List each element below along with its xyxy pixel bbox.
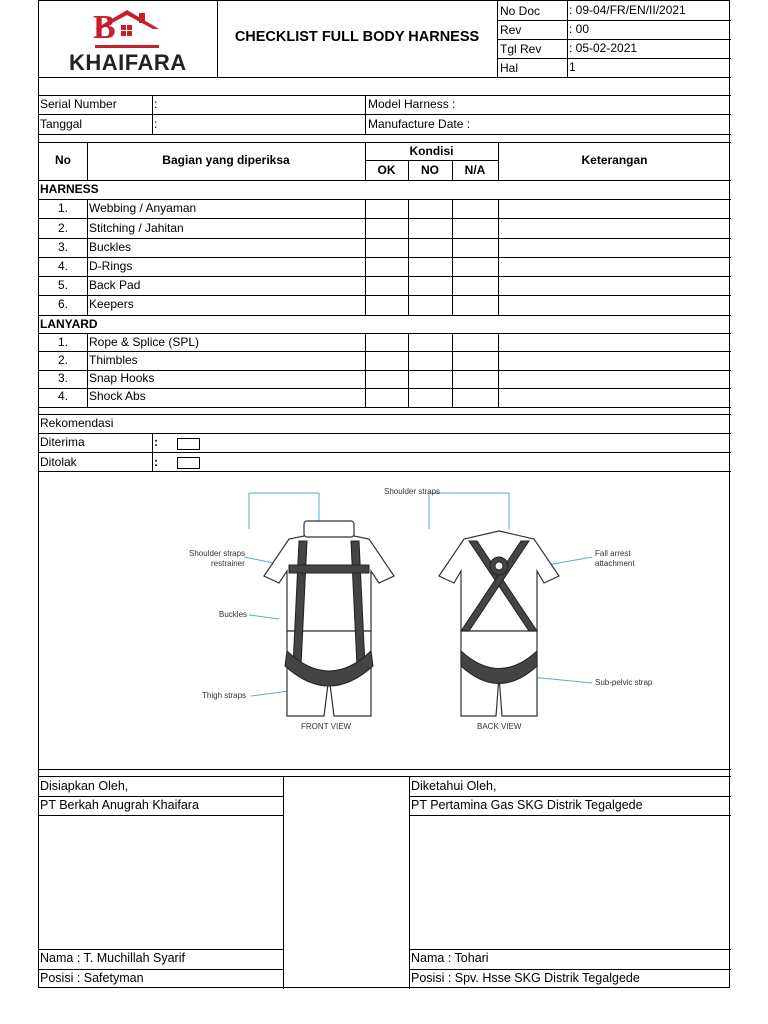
diterima-checkbox[interactable] bbox=[177, 438, 200, 450]
label-shoulder-restrainer-1: Shoulder straps bbox=[189, 549, 246, 558]
acknowledged-by-position: Posisi : Spv. Hsse SKG Distrik Tegalgede bbox=[411, 971, 640, 985]
item-number: 2. bbox=[57, 221, 68, 235]
item-name: Buckles bbox=[89, 240, 132, 254]
label-fall-arrest-1: Fall arrest bbox=[595, 549, 631, 558]
item-number: 3. bbox=[57, 240, 68, 254]
ditolak-colon: : bbox=[154, 455, 158, 469]
rev-label: Rev bbox=[500, 23, 522, 37]
logo-company-name: KHAIFARA bbox=[69, 50, 187, 75]
prepared-by-name: Nama : T. Muchillah Syarif bbox=[40, 951, 185, 965]
label-sub-pelvic: Sub-pelvic strap bbox=[595, 678, 653, 687]
diterima-colon: : bbox=[154, 435, 158, 449]
item-name: Thimbles bbox=[89, 353, 138, 367]
label-shoulder-restrainer-2: restrainer bbox=[211, 559, 245, 568]
col-keterangan: Keterangan bbox=[581, 153, 648, 167]
serial-number-label: Serial Number bbox=[40, 97, 117, 111]
item-name: D-Rings bbox=[89, 259, 133, 273]
item-name: Webbing / Anyaman bbox=[89, 201, 197, 215]
logo-mark: B bbox=[93, 9, 116, 46]
ditolak-label: Ditolak bbox=[40, 455, 77, 469]
no-doc-label: No Doc bbox=[500, 4, 541, 18]
item-number: 1. bbox=[57, 201, 68, 215]
col-ok: OK bbox=[377, 163, 396, 177]
acknowledged-by-title: Diketahui Oleh, bbox=[411, 779, 497, 793]
col-no: No bbox=[55, 153, 71, 167]
acknowledged-by-company: PT Pertamina Gas SKG Distrik Tegalgede bbox=[411, 798, 643, 812]
rev-value: : 00 bbox=[569, 22, 590, 36]
item-name: Keepers bbox=[89, 297, 134, 311]
manufacture-date-label: Manufacture Date : bbox=[368, 117, 471, 131]
item-number: 6. bbox=[57, 297, 68, 311]
item-name: Stitching / Jahitan bbox=[89, 221, 184, 235]
tanggal-label: Tanggal bbox=[40, 117, 83, 131]
model-harness-label: Model Harness : bbox=[368, 97, 456, 111]
acknowledged-by-name: Nama : Tohari bbox=[411, 951, 489, 965]
tgl-rev-label: Tgl Rev bbox=[500, 42, 542, 56]
item-name: Back Pad bbox=[89, 278, 141, 292]
prepared-by-position: Posisi : Safetyman bbox=[40, 971, 144, 985]
col-bagian: Bagian yang diperiksa bbox=[162, 153, 290, 167]
front-view-figure bbox=[264, 521, 394, 716]
label-shoulder-straps: Shoulder straps bbox=[384, 487, 441, 496]
tgl-rev-value: : 05-02-2021 bbox=[569, 41, 638, 55]
page-title: CHECKLIST FULL BODY HARNESS bbox=[234, 29, 480, 45]
label-front-view: FRONT VIEW bbox=[301, 722, 352, 731]
tanggal-value[interactable]: : bbox=[154, 117, 158, 131]
rekomendasi-title: Rekomendasi bbox=[40, 416, 114, 430]
col-no-condition: NO bbox=[421, 163, 439, 177]
item-number: 3. bbox=[57, 371, 68, 385]
item-number: 4. bbox=[57, 389, 68, 403]
serial-number-value[interactable]: : bbox=[154, 97, 158, 111]
label-back-view: BACK VIEW bbox=[477, 722, 522, 731]
item-number: 5. bbox=[57, 278, 68, 292]
label-fall-arrest-2: attachment bbox=[595, 559, 635, 568]
harness-diagram bbox=[139, 481, 653, 736]
hal-value: 1 bbox=[569, 60, 576, 74]
section-harness-title: HARNESS bbox=[40, 182, 99, 196]
hal-label: Hal bbox=[500, 61, 519, 75]
item-number: 2. bbox=[57, 353, 68, 367]
checklist-sheet bbox=[38, 0, 730, 988]
ditolak-checkbox[interactable] bbox=[177, 457, 200, 469]
item-number: 4. bbox=[57, 259, 68, 273]
no-doc-value: : 09-04/FR/EN/II/2021 bbox=[569, 3, 686, 17]
company-logo bbox=[65, 7, 191, 75]
diterima-label: Diterima bbox=[40, 435, 85, 449]
item-name: Rope & Splice (SPL) bbox=[89, 335, 200, 349]
col-na: N/A bbox=[464, 163, 486, 177]
prepared-by-title: Disiapkan Oleh, bbox=[40, 779, 129, 793]
item-name: Shock Abs bbox=[89, 389, 146, 403]
section-lanyard-title: LANYARD bbox=[40, 317, 98, 331]
label-buckles: Buckles bbox=[219, 610, 248, 619]
item-name: Snap Hooks bbox=[89, 371, 155, 385]
col-kondisi: Kondisi bbox=[409, 144, 454, 158]
prepared-by-company: PT Berkah Anugrah Khaifara bbox=[40, 798, 199, 812]
label-thigh-straps: Thigh straps bbox=[202, 691, 247, 700]
item-number: 1. bbox=[57, 335, 68, 349]
